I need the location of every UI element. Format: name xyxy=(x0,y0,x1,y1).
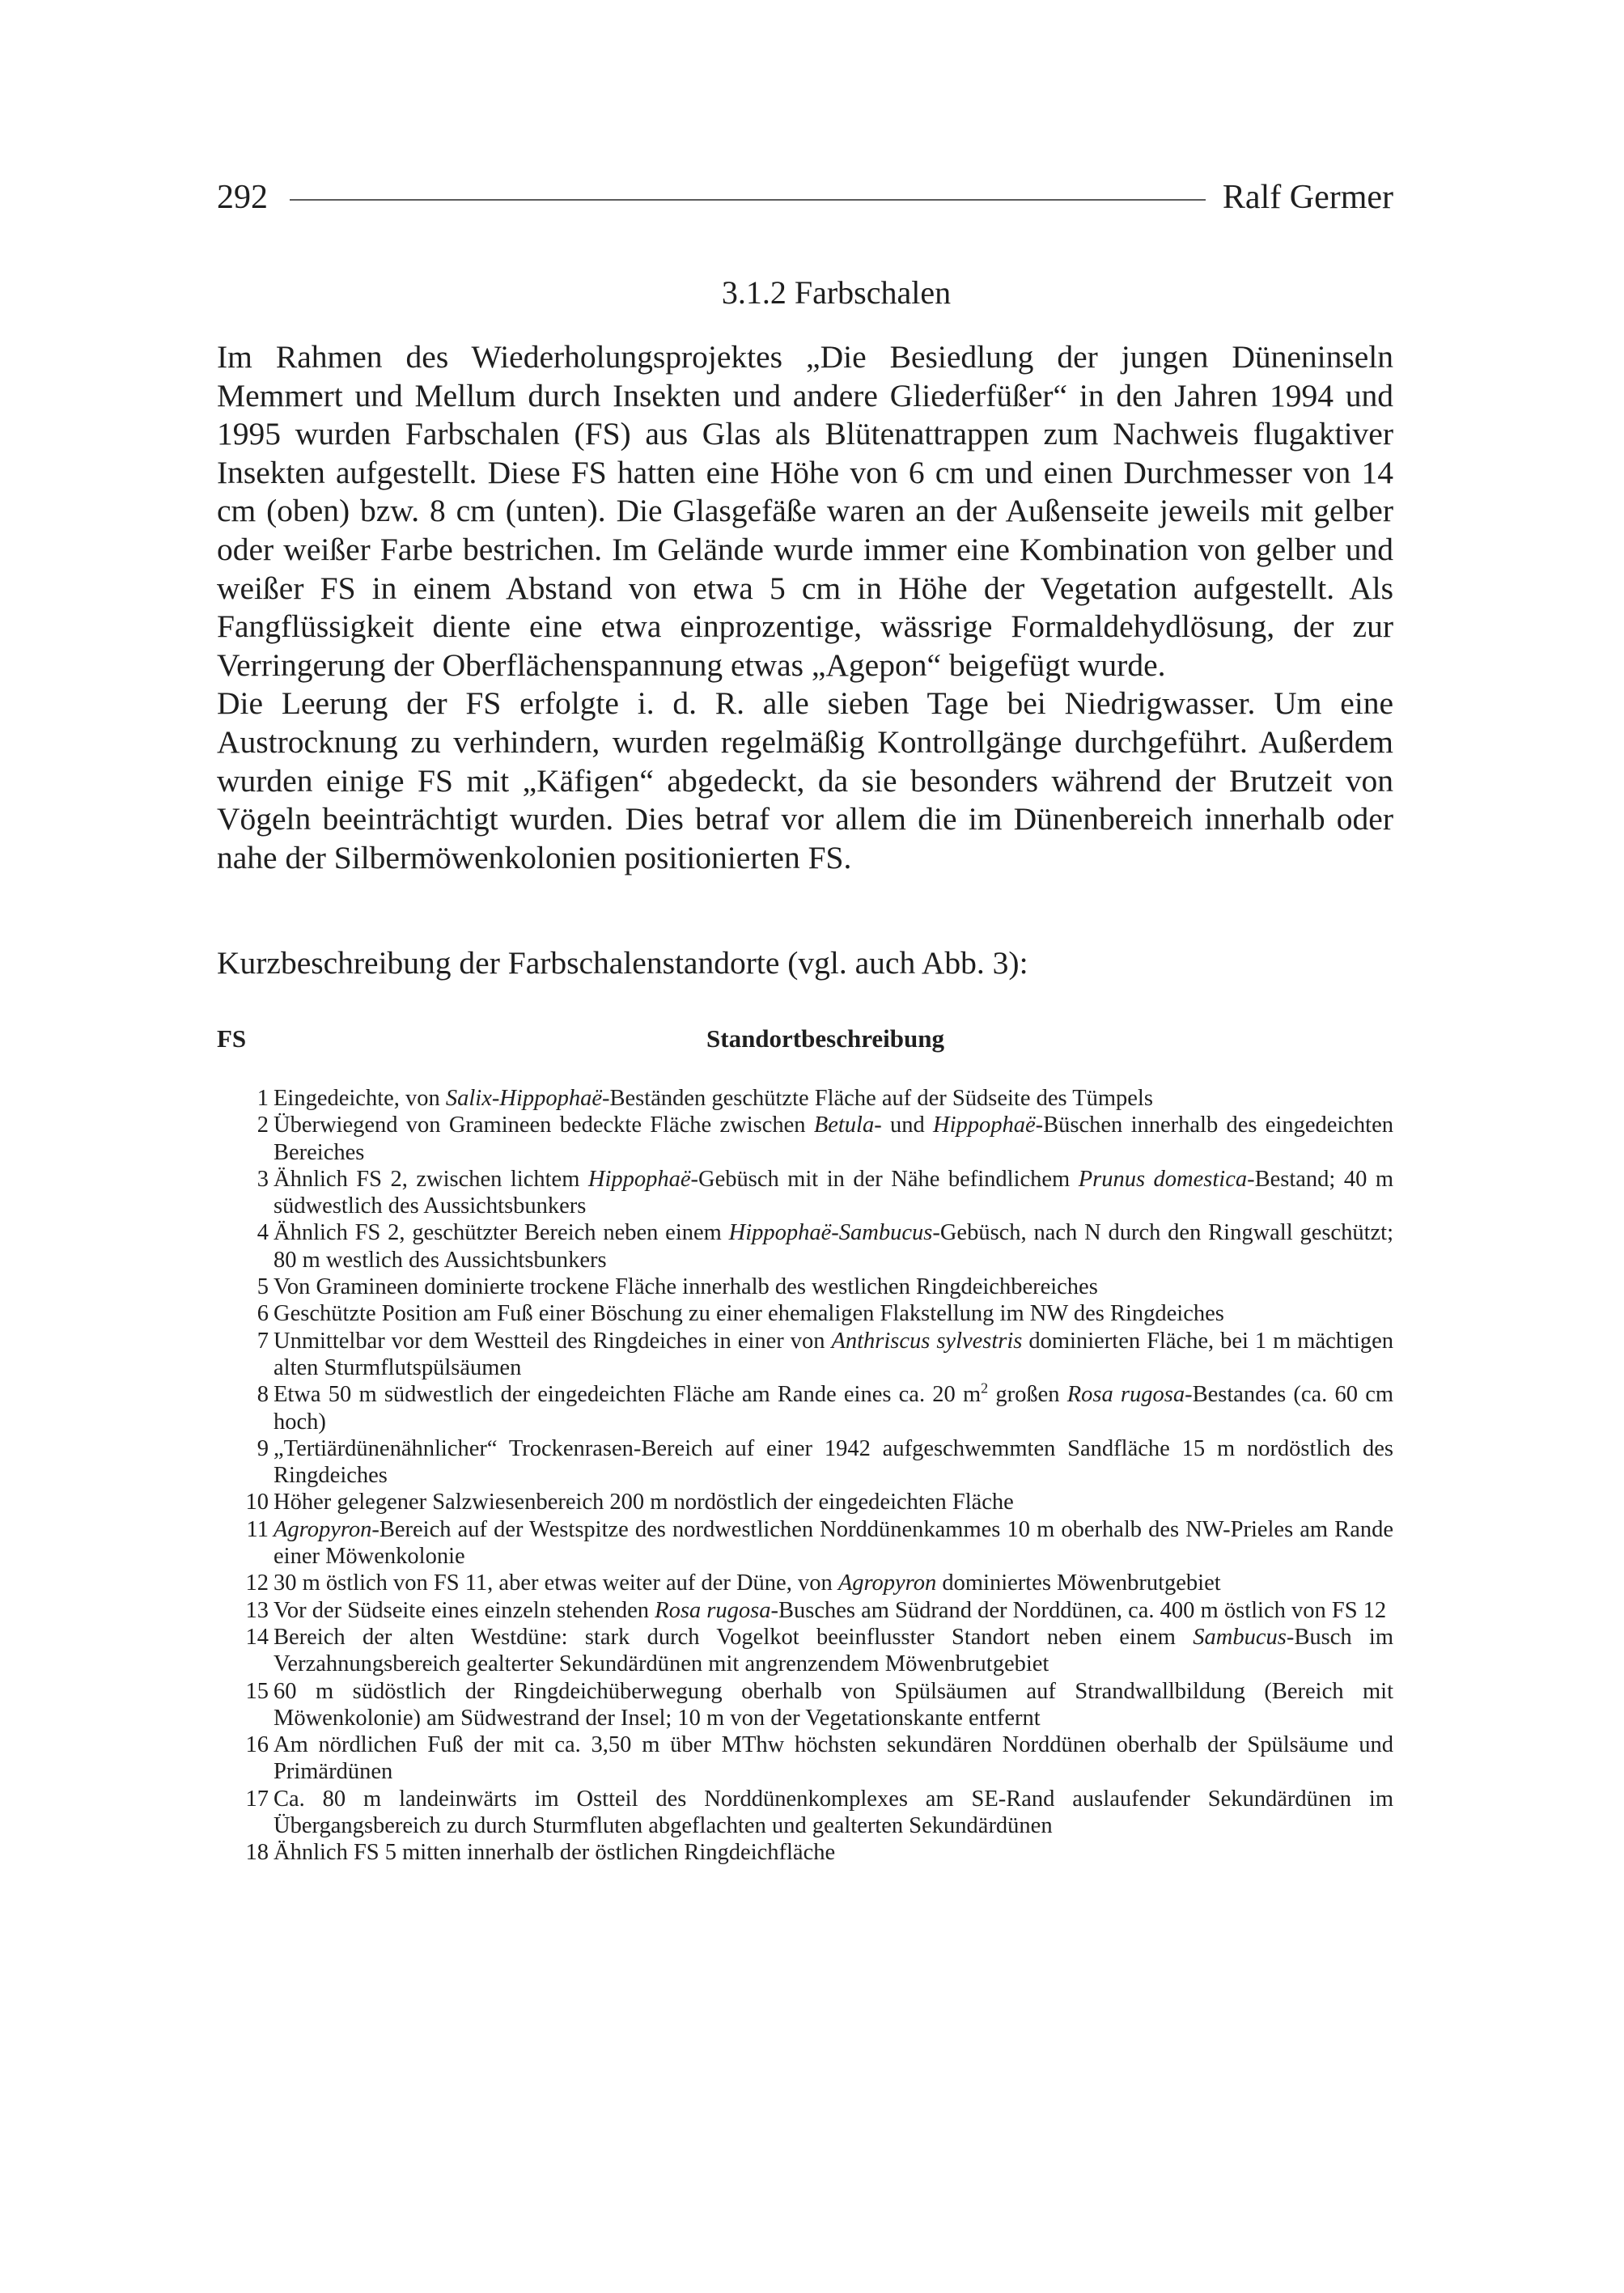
header-rule xyxy=(290,199,1206,201)
species-name: Sambucus xyxy=(1193,1624,1287,1650)
site-number: 8 xyxy=(257,1382,269,1408)
table-row xyxy=(212,1085,1393,1112)
site-description xyxy=(273,1112,1393,1166)
site-number: 15 xyxy=(245,1678,269,1704)
section-heading: 3.1.2 Farbschalen xyxy=(721,274,952,311)
table-row xyxy=(212,1300,1393,1327)
description-text: - und xyxy=(874,1113,934,1138)
site-number: 6 xyxy=(257,1301,269,1327)
species-name: Salix-Hippophaë xyxy=(445,1086,603,1111)
body-text xyxy=(217,338,1393,877)
paragraph: Die Leerung der FS erfolgte i. d. R. alle sieben Tage bei Niedrigwasser. Um eine Austrocknung zu verhindern, wurden regelmäßig Kontrollgänge durchgeführt. Außerdem wurden einige FS mit „Käfigen“ abgedeckt, da sie besonders während der Brutzeit von Vögeln beeinträchtigt wurden. Dies betraf vor allem die im Dünenbereich innerhalb oder nahe der Silbermöwenkolonien positionierten FS. xyxy=(217,685,1393,875)
site-number: 10 xyxy=(245,1490,269,1515)
site-description xyxy=(273,1624,1393,1678)
table-row xyxy=(212,1786,1393,1840)
table-row xyxy=(212,1274,1393,1300)
description-text: -Beständen geschützte Fläche auf der Südseite des Tümpels xyxy=(602,1086,1153,1111)
paragraph: Im Rahmen des Wiederholungsprojektes „Die Besiedlung der jungen Düneninseln Memmert und Mellum durch Insekten und andere Gliederfüßer“ in den Jahren 1994 und 1995 wurden Farbschalen (FS) aus Glas als Blütenattrappen zum Nachweis flugaktiver Insekten aufgestellt. Diese FS hatten eine Höhe von 6 cm und einen Durchmesser von 14 cm (oben) bzw. 8 cm (unten). Die Glasgefäße waren an der Außenseite jeweils mit gelber oder weißer Farbe bestrichen. Im Gelände wurde immer eine Kombination von gelber und weißer FS in einem Abstand von etwa 5 cm in Höhe der Vegetation aufgestellt. Als Fangflüssigkeit diente eine etwa einprozentige, wässrige Formaldehydlösung, der zur Verringerung der Oberflächenspannung etwas „Agepon“ beigefügt wurde. xyxy=(217,339,1393,683)
table-row xyxy=(212,1624,1393,1678)
description-text: dominierten Fläche, bei 1 m mächtigen alten Sturmflutspülsäumen xyxy=(273,1328,1393,1380)
description-text: Ca. 80 m landeinwärts im Ostteil des Norddünenkomplexes am SE-Rand auslaufender Sekundärdünen im Übergangsbereich zu durch Sturmfluten abgeflachten und gealterten Sekundärdünen xyxy=(273,1786,1393,1839)
site-description xyxy=(273,1786,1393,1840)
site-number: 12 xyxy=(245,1570,269,1596)
species-name: Agropyron xyxy=(837,1570,937,1596)
description-text: Am nördlichen Fuß der mit ca. 3,50 m über MThw höchsten sekundären Norddünen oberhalb der Spülsäume und Primärdünen xyxy=(273,1732,1393,1785)
page-header xyxy=(217,176,1393,225)
table-row xyxy=(212,1219,1393,1274)
site-number: 2 xyxy=(257,1113,269,1138)
site-description xyxy=(273,1731,1393,1786)
description-text: Vor der Südseite eines einzeln stehenden xyxy=(273,1597,655,1623)
description-text: 60 m südöstlich der Ringdeichüberwegung oberhalb von Spülsäumen auf Strandwallbildung (Bereich mit Möwenkolonie) am Südwestrand der Insel; 10 m von der Vegetationskante entfernt xyxy=(273,1678,1393,1731)
site-description xyxy=(273,1516,1393,1570)
site-table xyxy=(212,1085,1393,1867)
species-name: Hippophaë xyxy=(933,1113,1036,1138)
description-text: „Tertiärdünenähnlicher“ Trockenrasen-Bereich auf einer 1942 aufgeschwemmten Sandfläche 15 m nordöstlich des Ringdeiches xyxy=(273,1435,1393,1489)
table-row xyxy=(212,1489,1393,1515)
site-description xyxy=(273,1381,1393,1435)
description-text: 30 m östlich von FS 11, aber etwas weiter auf der Düne, von xyxy=(273,1570,838,1596)
species-name: Prunus domestica xyxy=(1078,1166,1248,1192)
species-name: Rosa rugosa xyxy=(655,1597,771,1623)
site-description xyxy=(273,1839,1393,1866)
site-description xyxy=(273,1435,1393,1490)
site-description xyxy=(273,1166,1393,1220)
description-text: -Büschen innerhalb des eingedeichten Bereiches xyxy=(273,1113,1394,1165)
site-description xyxy=(273,1570,1393,1596)
table-row xyxy=(212,1166,1393,1220)
site-description xyxy=(273,1489,1393,1515)
site-number: 3 xyxy=(257,1166,269,1192)
species-name: Hippophaë xyxy=(587,1166,691,1192)
table-row xyxy=(212,1731,1393,1786)
site-description xyxy=(273,1300,1393,1327)
column-header-fs: FS xyxy=(217,1024,247,1053)
table-row xyxy=(212,1435,1393,1490)
site-number: 5 xyxy=(257,1274,269,1300)
site-number: 13 xyxy=(245,1597,269,1623)
description-text: -Bereich auf der Westspitze des nordwestlichen Norddünenkammes 10 m oberhalb des NW-Prieles am Rande einer Möwenkolonie xyxy=(273,1516,1393,1570)
description-text: Höher gelegener Salzwiesenbereich 200 m nordöstlich der eingedeichten Fläche xyxy=(273,1490,1014,1515)
table-row xyxy=(212,1839,1393,1866)
site-number: 7 xyxy=(257,1328,269,1354)
description-text: Von Gramineen dominierte trockene Fläche innerhalb des westlichen Ringdeichbereiches xyxy=(273,1274,1098,1300)
table-header xyxy=(217,1023,1393,1058)
site-number: 14 xyxy=(245,1624,269,1650)
description-text: -Gebüsch mit in der Nähe befindlichem xyxy=(690,1166,1079,1192)
site-number: 17 xyxy=(245,1786,269,1812)
species-name: Rosa rugosa xyxy=(1066,1382,1185,1408)
site-number: 4 xyxy=(257,1220,269,1246)
description-text: dominiertes Möwenbrutgebiet xyxy=(936,1570,1221,1596)
description-text: Ähnlich FS 2, zwischen lichtem xyxy=(273,1166,588,1192)
page-number: 292 xyxy=(217,179,268,216)
table-row xyxy=(212,1570,1393,1596)
site-description xyxy=(273,1597,1393,1624)
species-name: Agropyron xyxy=(273,1516,372,1542)
table-row xyxy=(212,1597,1393,1624)
description-text: Ähnlich FS 5 mitten innerhalb der östlichen Ringdeichfläche xyxy=(273,1840,836,1866)
site-number: 11 xyxy=(246,1516,269,1542)
species-name: Hippophaë-Sambucus xyxy=(728,1220,933,1246)
description-text: großen xyxy=(988,1382,1067,1408)
description-text: Überwiegend von Gramineen bedeckte Fläche zwischen xyxy=(273,1113,814,1138)
site-description xyxy=(273,1085,1393,1112)
table-row xyxy=(212,1328,1393,1382)
table-row xyxy=(212,1112,1393,1166)
description-text: Eingedeichte, von xyxy=(273,1086,446,1111)
description-text: -Bestand; 40 m südwestlich des Aussichtsbunkers xyxy=(273,1166,1393,1219)
table-row xyxy=(212,1381,1393,1435)
description-text: -Busches am Südrand der Norddünen, ca. 400 m östlich von FS 12 xyxy=(770,1597,1387,1623)
description-text: -Bestandes (ca. 60 cm hoch) xyxy=(273,1382,1394,1435)
species-name: Betula xyxy=(813,1113,875,1138)
description-text: Ähnlich FS 2, geschützter Bereich neben einem xyxy=(273,1220,729,1246)
site-description xyxy=(273,1274,1393,1300)
species-name: Anthriscus sylvestris xyxy=(831,1328,1023,1354)
description-text: Etwa 50 m südwestlich der eingedeichten Fläche am Rande eines ca. 20 m xyxy=(273,1382,982,1408)
table-intro: Kurzbeschreibung der Farbschalenstandorte (vgl. auch Abb. 3): xyxy=(217,945,1028,981)
superscript: 2 xyxy=(981,1380,989,1397)
site-number: 16 xyxy=(245,1732,269,1758)
description-text: -Gebüsch, nach N durch den Ringwall geschützt; 80 m westlich des Aussichtsbunkers xyxy=(273,1220,1393,1273)
site-number: 18 xyxy=(245,1840,269,1866)
description-text: -Busch im Verzahnungsbereich gealterter Sekundärdünen mit angrenzendem Möwenbrutgebiet xyxy=(273,1624,1393,1677)
table-row xyxy=(212,1516,1393,1570)
site-description xyxy=(273,1219,1393,1274)
description-text: Unmittelbar vor dem Westteil des Ringdeiches in einer von xyxy=(273,1328,832,1354)
site-number: 1 xyxy=(257,1086,269,1111)
running-head-author: Ralf Germer xyxy=(1222,179,1393,216)
description-text: Bereich der alten Westdüne: stark durch Vogelkot beeinflusster Standort neben einem xyxy=(273,1624,1194,1650)
site-description xyxy=(273,1678,1393,1732)
column-header-description: Standortbeschreibung xyxy=(706,1024,944,1053)
description-text: Geschützte Position am Fuß einer Böschung zu einer ehemaligen Flakstellung im NW des Ringdeiches xyxy=(273,1301,1224,1327)
site-description xyxy=(273,1328,1393,1382)
table-row xyxy=(212,1678,1393,1732)
site-number: 9 xyxy=(257,1435,269,1461)
